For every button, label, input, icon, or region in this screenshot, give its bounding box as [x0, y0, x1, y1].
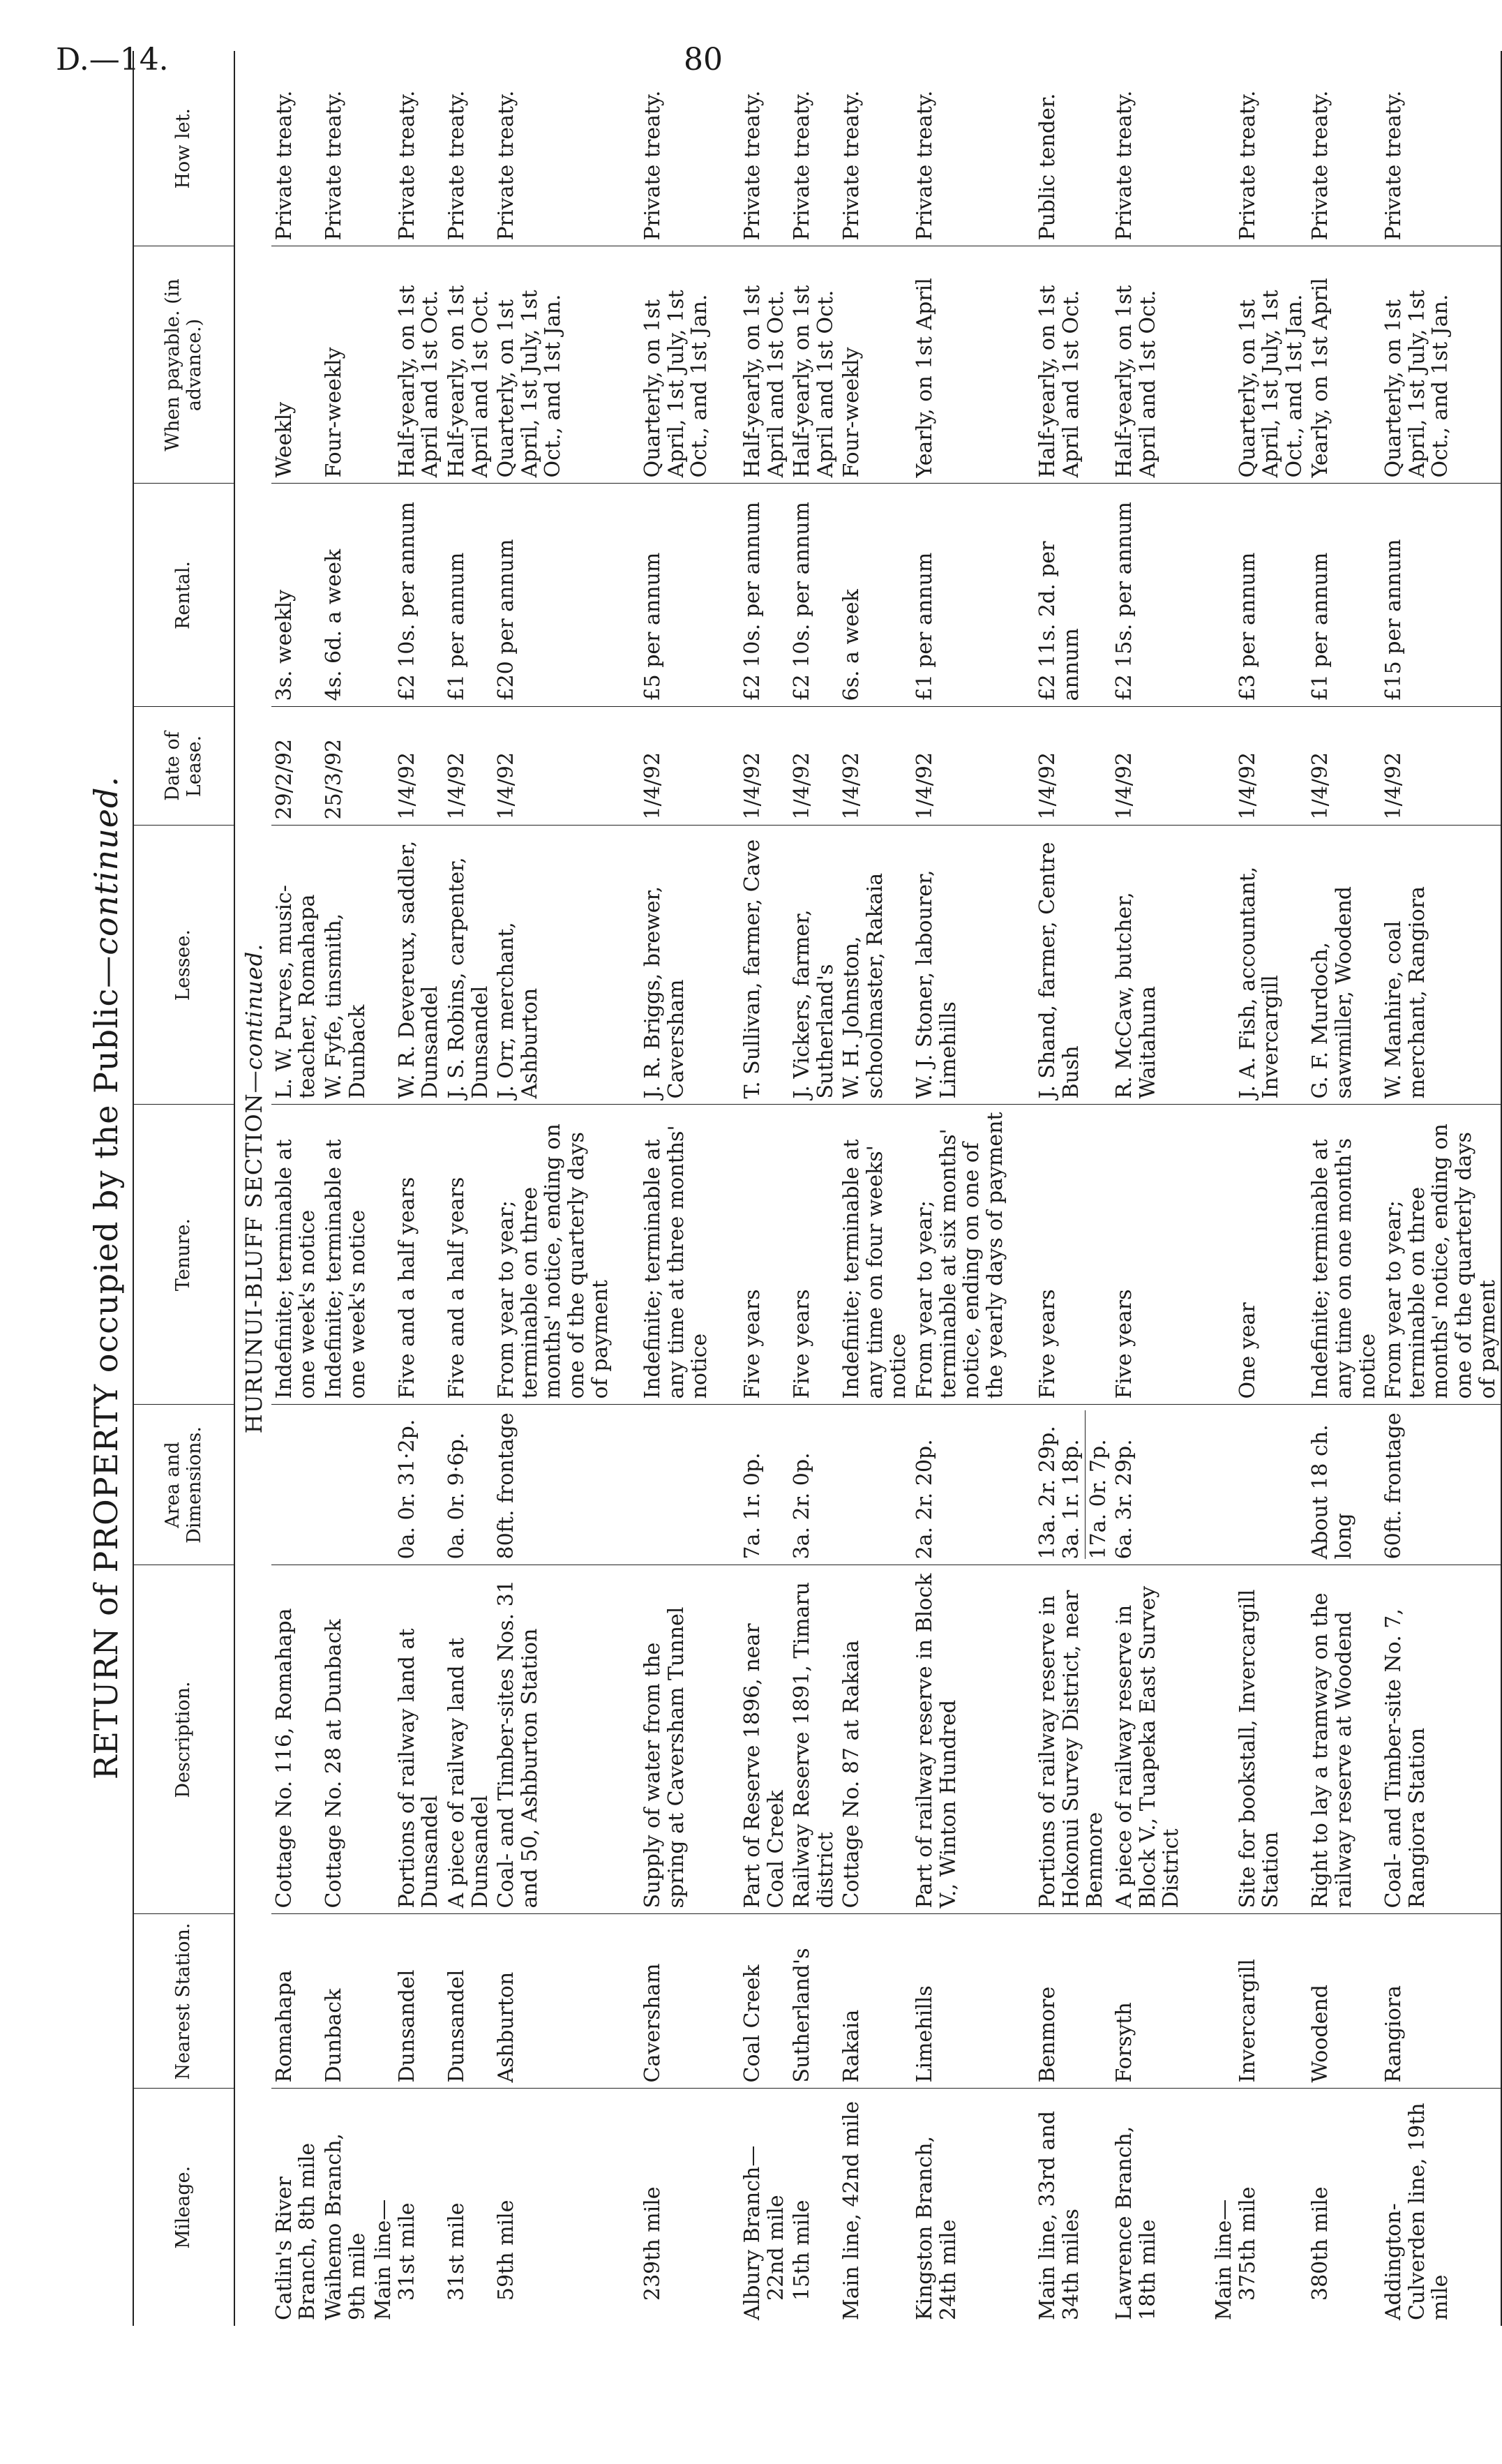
section-continued: continued. — [241, 943, 267, 1070]
cell-payable: Quarterly, on 1st April, 1st July, 1st Oct., and 1st Jan. — [1381, 246, 1501, 484]
station-value: Dunsandel — [394, 1969, 419, 2083]
cell-payable — [370, 246, 444, 484]
cell-lessee: R. McCaw, butcher, Waitahuna — [1111, 826, 1185, 1105]
cell-area: 80ft. frontage — [493, 1405, 613, 1565]
description-value: Portions of railway land at Dunsandel — [394, 1628, 443, 1909]
cell-howlet: Private treaty. — [1111, 51, 1185, 246]
cell-date: 1/4/92 — [1008, 707, 1111, 826]
mileage-value: 239th mile — [640, 2186, 666, 2301]
cell-date: 1/4/92 — [713, 707, 789, 826]
cell-payable: Half-yearly, on 1st April and 1st Oct. — [1008, 246, 1111, 484]
cell-date: 1/4/92 — [1381, 707, 1501, 826]
cell-howlet: Public tender. — [1008, 51, 1111, 246]
cell-howlet: Private treaty. — [713, 51, 789, 246]
cell-tenure: From year to year; terminable at six months' notice, ending on one of the yearly days of payment — [912, 1105, 1008, 1405]
mileage-value: 380th mile — [1308, 2186, 1333, 2301]
cell-area — [321, 1405, 370, 1565]
cell-rental: £2 15s. per annum — [1111, 484, 1185, 707]
cell-rental: £2 10s. per annum — [713, 484, 789, 707]
cell-tenure: From year to year; terminable on three months' notice, ending on one of the quarterly days of payment — [1381, 1105, 1501, 1405]
cell-rental: £1 per annum — [1307, 484, 1381, 707]
col-header-description: Description. — [133, 1565, 234, 1914]
col-header-howlet: How let. — [133, 51, 234, 246]
cell-mileage: Main line, 42nd mile — [839, 2100, 864, 2320]
area-value: 0a. 0r. 31·2p. — [394, 1419, 419, 1560]
col-header-tenure: Tenure. — [133, 1105, 234, 1405]
cell-mileage — [789, 2089, 839, 2326]
cell-howlet: Private treaty. — [321, 51, 370, 246]
mileage-value: 59th mile — [494, 2200, 519, 2301]
cell-area — [613, 1405, 713, 1565]
table-row — [1111, 51, 1185, 2326]
lessee-value: J. A. Fish, accountant, Invercargill — [1235, 866, 1284, 1099]
cell-rental: £15 per annum — [1381, 484, 1501, 707]
cell-area: 6a. 3r. 29p. — [1111, 1405, 1185, 1565]
cell-description: Supply of water from the spring at Caversham Tunnel — [613, 1565, 713, 1914]
cell-rental: 6s. a week — [839, 484, 912, 707]
cell-howlet: Private treaty. — [1381, 51, 1501, 246]
cell-area — [271, 1405, 321, 1565]
cell-area: 0a. 0r. 9·6p. — [444, 1405, 493, 1565]
howlet-value: Private treaty. — [394, 90, 419, 241]
cell-lessee: W. J. Stoner, labourer, Limehills — [912, 826, 1008, 1105]
cell-payable: Half-yearly, on 1st April and 1st Oct. — [713, 246, 789, 484]
cell-area: 3a. 2r. 0p. — [789, 1405, 839, 1565]
cell-description: Cottage No. 116, Romahapa — [271, 1565, 321, 1914]
cell-tenure: Indefinite; terminable at any time on four weeks' notice — [839, 1105, 912, 1405]
cell-rental: £2 11s. 2d. per annum — [1008, 484, 1111, 707]
cell-date: 1/4/92 — [493, 707, 613, 826]
cell-payable: Four-weekly — [321, 246, 370, 484]
cell-area — [839, 1405, 912, 1565]
cell-howlet: Private treaty. — [493, 51, 613, 246]
cell-payable: Four-weekly — [839, 246, 912, 484]
cell-station: Dunsandel — [444, 1914, 493, 2089]
cell-area: About 18 ch. long — [1307, 1405, 1381, 1565]
cell-rental — [370, 484, 444, 707]
cell-tenure: Indefinite; terminable at one week's notice — [271, 1105, 321, 1405]
cell-tenure: Indefinite; terminable at one week's notice — [321, 1105, 370, 1405]
table-row — [1008, 51, 1111, 2326]
table-row — [493, 51, 613, 2326]
cell-lessee: J. Vickers, farmer, Sutherland's — [789, 826, 839, 1105]
cell-lessee: T. Sullivan, farmer, Cave — [713, 826, 789, 1105]
cell-date: 25/3/92 — [321, 707, 370, 826]
cell-mileage — [1185, 2089, 1307, 2326]
section-heading-row — [234, 51, 271, 2326]
cell-station: Caversham — [613, 1914, 713, 2089]
cell-payable — [1185, 246, 1307, 484]
tenure-value: Five and a half years — [394, 1177, 419, 1399]
cell-payable: Weekly — [271, 246, 321, 484]
area-part-2: 3a. 1r. 18p. — [1059, 1439, 1084, 1560]
cell-area: 7a. 1r. 0p. — [713, 1405, 789, 1565]
cell-date: 1/4/92 — [613, 707, 713, 826]
area-part-1: 13a. 2r. 29p. — [1035, 1426, 1060, 1560]
cell-area — [370, 1405, 444, 1565]
col-header-mileage: Mileage. — [133, 2089, 234, 2326]
payable-value: Quarterly, on 1st April, 1st July, 1st Oct., and 1st Jan. — [1235, 290, 1307, 478]
cell-mileage: Addington-Culverden line, 19th mile — [1381, 2089, 1501, 2326]
col-header-area: Area and Dimensions. — [133, 1405, 234, 1565]
cell-station: Limehills — [912, 1914, 1008, 2089]
cell-tenure: Five years — [1008, 1105, 1111, 1405]
cell-howlet: Private treaty. — [912, 51, 1008, 246]
cell-howlet — [370, 51, 444, 246]
section-name: HURUNUI-BLUFF SECTION— — [241, 1070, 267, 1434]
mileage-value: 31st mile — [444, 2202, 469, 2301]
cell-description: A piece of railway reserve in Block V., Tuapeka East Survey District — [1111, 1565, 1185, 1914]
cell-mileage — [444, 2089, 493, 2326]
cell-description: Part of railway reserve in Block V., Winton Hundred — [912, 1565, 1008, 1914]
cell-payable: Half-yearly, on 1st April and 1st Oct. — [1111, 246, 1185, 484]
col-header-station: Nearest Station. — [133, 1914, 234, 2089]
cell-description: Cottage No. 87 at Rakaia — [839, 1565, 912, 1914]
cell-mileage: Waihemo Branch, 9th mile — [322, 2133, 370, 2320]
howlet-value: Private treaty. — [1235, 90, 1260, 241]
section-heading — [234, 51, 271, 2326]
cell-station: Coal Creek — [713, 1914, 789, 2089]
cell-payable: Quarterly, on 1st April, 1st July, 1st Oct., and 1st Jan. — [613, 246, 713, 484]
col-header-date: Date of Lease. — [133, 707, 234, 826]
area-total: 17a. 0r. 7p. — [1085, 1411, 1111, 1560]
cell-station: Forsyth — [1111, 1914, 1185, 2089]
mileage-group: Albury Branch— — [739, 2145, 765, 2320]
cell-howlet: Private treaty. — [444, 51, 493, 246]
table-row — [444, 51, 493, 2326]
cell-mileage — [493, 2089, 613, 2326]
mileage-value: 22nd mile — [763, 2195, 788, 2301]
date-value: 1/4/92 — [1235, 752, 1260, 820]
mileage-group: Main line— — [371, 2199, 396, 2320]
cell-tenure — [1185, 1105, 1307, 1405]
col-header-rental: Rental. — [133, 484, 234, 707]
cell-tenure: Indefinite; terminable at any time at three months' notice — [613, 1105, 713, 1405]
table-row — [713, 51, 789, 2326]
cell-date — [370, 707, 444, 826]
cell-howlet: Private treaty. — [1307, 51, 1381, 246]
cell-description: A piece of railway land at Dunsandel — [444, 1565, 493, 1914]
cell-howlet: Private treaty. — [789, 51, 839, 246]
cell-tenure: Indefinite; terminable at any time on one month's notice — [1307, 1105, 1381, 1405]
cell-description: Railway Reserve 1891, Timaru district — [789, 1565, 839, 1914]
cell-lessee: J. R. Briggs, brewer, Caversham — [613, 826, 713, 1105]
cell-mileage — [613, 2089, 713, 2326]
cell-lessee — [370, 826, 444, 1105]
cell-mileage — [370, 2089, 444, 2326]
cell-tenure: Five years — [713, 1105, 789, 1405]
rental-value: £3 per annum — [1235, 552, 1260, 701]
cell-rental: £1 per annum — [444, 484, 493, 707]
cell-area — [1008, 1405, 1111, 1565]
cell-area: 60ft. frontage — [1381, 1405, 1501, 1565]
table-row — [1381, 51, 1501, 2326]
title-main: RETURN of PROPERTY occupied by the Public— — [87, 955, 125, 1780]
cell-description: Portions of railway reserve in Hokonui Survey District, near Benmore — [1008, 1565, 1111, 1914]
description-value: Site for bookstall, Invercargill Station — [1235, 1589, 1284, 1909]
payable-value: Half-yearly, on 1st April and 1st Oct. — [394, 285, 443, 478]
cell-date: 1/4/92 — [839, 707, 912, 826]
cell-date: 1/4/92 — [1111, 707, 1185, 826]
mileage-value: 15th mile — [790, 2200, 815, 2301]
table-row — [839, 51, 912, 2326]
cell-station: Sutherland's — [789, 1914, 839, 2089]
cell-description — [1185, 1565, 1307, 1914]
return-title — [87, 301, 125, 2255]
cell-mileage: Main line, 33rd and 34th miles — [1035, 2110, 1084, 2320]
col-header-lessee: Lessee. — [133, 826, 234, 1105]
cell-station: Benmore — [1008, 1914, 1111, 2089]
cell-mileage: Kingston Branch, 24th mile — [913, 2135, 961, 2320]
date-value: 1/4/92 — [394, 752, 419, 820]
cell-howlet — [1185, 51, 1307, 246]
mileage-group: Main line— — [1212, 2199, 1237, 2320]
cell-date: 1/4/92 — [789, 707, 839, 826]
cell-lessee: J. Shand, farmer, Centre Bush — [1008, 826, 1111, 1105]
cell-description: Cottage No. 28 at Dunback — [321, 1565, 370, 1914]
cell-rental — [1185, 484, 1307, 707]
mileage-value: 375th mile — [1235, 2186, 1260, 2301]
cell-rental: £20 per annum — [493, 484, 613, 707]
cell-tenure: Five years — [1111, 1105, 1185, 1405]
cell-payable: Half-yearly, on 1st April and 1st Oct. — [444, 246, 493, 484]
tenure-value: One year — [1235, 1302, 1260, 1399]
cell-lessee — [1185, 826, 1307, 1105]
cell-howlet: Private treaty. — [839, 51, 912, 246]
cell-lessee: W. Fyfe, tinsmith, Dunback — [321, 826, 370, 1105]
cell-rental: £2 10s. per annum — [789, 484, 839, 707]
cell-description: Part of Reserve 1896, near Coal Creek — [713, 1565, 789, 1914]
document-code: D.—14. — [56, 42, 169, 77]
cell-lessee: J. Orr, merchant, Ashburton — [493, 826, 613, 1105]
cell-station: Romahapa — [271, 1914, 321, 2089]
table-row — [912, 51, 1008, 2326]
cell-tenure: Five years — [789, 1105, 839, 1405]
cell-rental: £1 per annum — [912, 484, 1008, 707]
header-row — [133, 51, 234, 2326]
cell-lessee: G. F. Murdoch, sawmiller, Woodend — [1307, 826, 1381, 1105]
cell-station: Ashburton — [493, 1914, 613, 2089]
table-row — [789, 51, 839, 2326]
col-header-payable: When payable. (in advance.) — [133, 246, 234, 484]
cell-mileage: Lawrence Branch, 18th mile — [1112, 2126, 1160, 2320]
cell-howlet: Private treaty. — [613, 51, 713, 246]
cell-rental: 3s. weekly — [271, 484, 321, 707]
rental-value: £2 10s. per annum — [394, 502, 419, 701]
mileage-value: 31st mile — [394, 2202, 419, 2301]
cell-station: Rangiora — [1381, 1914, 1501, 2089]
table-row — [271, 51, 321, 2326]
cell-tenure: Five and a half years — [444, 1105, 493, 1405]
title-continued: continued. — [87, 775, 125, 955]
cell-date: 1/4/92 — [1307, 707, 1381, 826]
cell-description: Coal- and Timber-sites Nos. 31 and 50, Ashburton Station — [493, 1565, 613, 1914]
property-return-table — [133, 51, 1502, 2326]
cell-lessee: W. Manhire, coal merchant, Rangiora — [1381, 826, 1501, 1105]
cell-rental: £5 per annum — [613, 484, 713, 707]
page-number: 80 — [684, 42, 723, 77]
cell-payable: Half-yearly, on 1st April and 1st Oct. — [789, 246, 839, 484]
cell-mileage — [1307, 2089, 1381, 2326]
cell-payable: Quarterly, on 1st April, 1st July, 1st Oct., and 1st Jan. — [493, 246, 613, 484]
cell-lessee: W. H. Johnston, schoolmaster, Rakaia — [839, 826, 912, 1105]
cell-area: 2a. 2r. 20p. — [912, 1405, 1008, 1565]
cell-mileage: Catlin's River Branch, 8th mile — [271, 2142, 320, 2320]
cell-station: Woodend — [1307, 1914, 1381, 2089]
cell-station: Rakaia — [839, 1914, 912, 2089]
station-value: Invercargill — [1235, 1959, 1260, 2083]
cell-payable: Yearly, on 1st April — [912, 246, 1008, 484]
cell-rental: 4s. 6d. a week — [321, 484, 370, 707]
cell-description: Right to lay a tramway on the railway reserve at Woodend — [1307, 1565, 1381, 1914]
cell-station: Dunback — [321, 1914, 370, 2089]
cell-tenure: From year to year; terminable on three months' notice, ending on one of the quarterly days of payment — [493, 1105, 613, 1405]
cell-date: 1/4/92 — [912, 707, 1008, 826]
cell-tenure — [370, 1105, 444, 1405]
table-row — [321, 51, 370, 2326]
cell-area — [1185, 1405, 1307, 1565]
table-row — [1307, 51, 1381, 2326]
cell-station — [1185, 1914, 1307, 2089]
table-row — [1185, 51, 1307, 2326]
table-row — [613, 51, 713, 2326]
cell-description: Coal- and Timber-site No. 7, Rangiora Station — [1381, 1565, 1501, 1914]
cell-date: 29/2/92 — [271, 707, 321, 826]
cell-payable: Yearly, on 1st April — [1307, 246, 1381, 484]
cell-lessee: L. W. Purves, music-teacher, Romahapa — [271, 826, 321, 1105]
cell-mileage — [713, 2089, 789, 2326]
lessee-value: W. R. Devereux, saddler, Dunsandel — [394, 840, 443, 1099]
cell-date — [1185, 707, 1307, 826]
cell-howlet: Private treaty. — [271, 51, 321, 246]
cell-date: 1/4/92 — [444, 707, 493, 826]
cell-station — [370, 1914, 444, 2089]
cell-description — [370, 1565, 444, 1914]
table-row — [370, 51, 444, 2326]
cell-lessee: J. S. Robins, carpenter, Dunsandel — [444, 826, 493, 1105]
